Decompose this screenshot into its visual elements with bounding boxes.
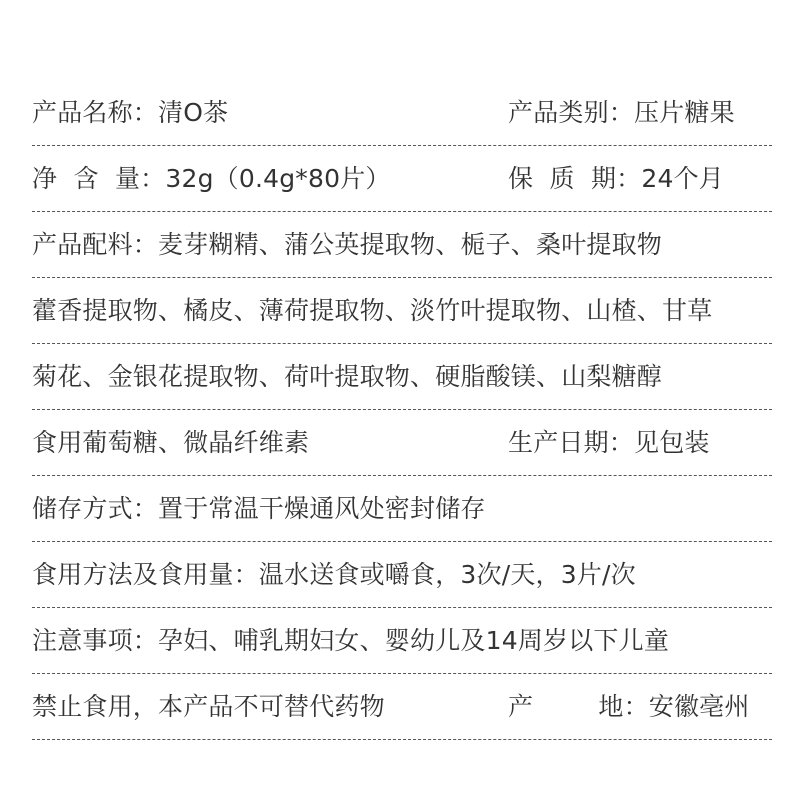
info-row-name-category [32, 80, 772, 146]
info-row-ingredients-2 [32, 278, 772, 344]
ingredients-line-3: 菊花、金银花提取物、荷叶提取物、硬脂酸镁、山梨糖醇 [32, 362, 663, 391]
ingredients-line-2: 藿香提取物、橘皮、薄荷提取物、淡竹叶提取物、山楂、甘草 [32, 296, 713, 325]
net-weight-text: 净 含 量：32g（0.4g*80片） [32, 164, 391, 193]
info-row-ingredients-4-production-date [32, 410, 772, 476]
info-row-usage [32, 542, 772, 608]
info-row-ingredients-1 [32, 212, 772, 278]
ingredients-line-1: 产品配料：麦芽糊精、蒲公英提取物、栀子、桑叶提取物 [32, 230, 663, 259]
product-info-sheet [32, 80, 772, 740]
storage-method-text: 储存方式：置于常温干燥通风处密封储存 [32, 494, 486, 523]
info-row-storage [32, 476, 772, 542]
production-date-text: 生产日期：见包装 [508, 428, 710, 457]
info-row-caution-1 [32, 608, 772, 674]
product-category-text: 产品类别：压片糖果 [508, 98, 735, 127]
info-row-weight-shelf-life [32, 146, 772, 212]
product-name-text: 产品名称：清O茶 [32, 98, 229, 127]
info-row-ingredients-3 [32, 344, 772, 410]
usage-method-text: 食用方法及食用量：温水送食或嚼食，3次/天，3片/次 [32, 560, 636, 589]
ingredients-line-4: 食用葡萄糖、微晶纤维素 [32, 428, 310, 457]
caution-line-1: 注意事项：孕妇、哺乳期妇女、婴幼儿及14周岁以下儿童 [32, 626, 670, 655]
caution-line-2: 禁止食用，本产品不可替代药物 [32, 692, 385, 721]
info-row-caution-2-origin [32, 674, 772, 740]
shelf-life-text: 保 质 期：24个月 [508, 164, 724, 193]
origin-text: 产 地：安徽亳州 [508, 692, 750, 721]
